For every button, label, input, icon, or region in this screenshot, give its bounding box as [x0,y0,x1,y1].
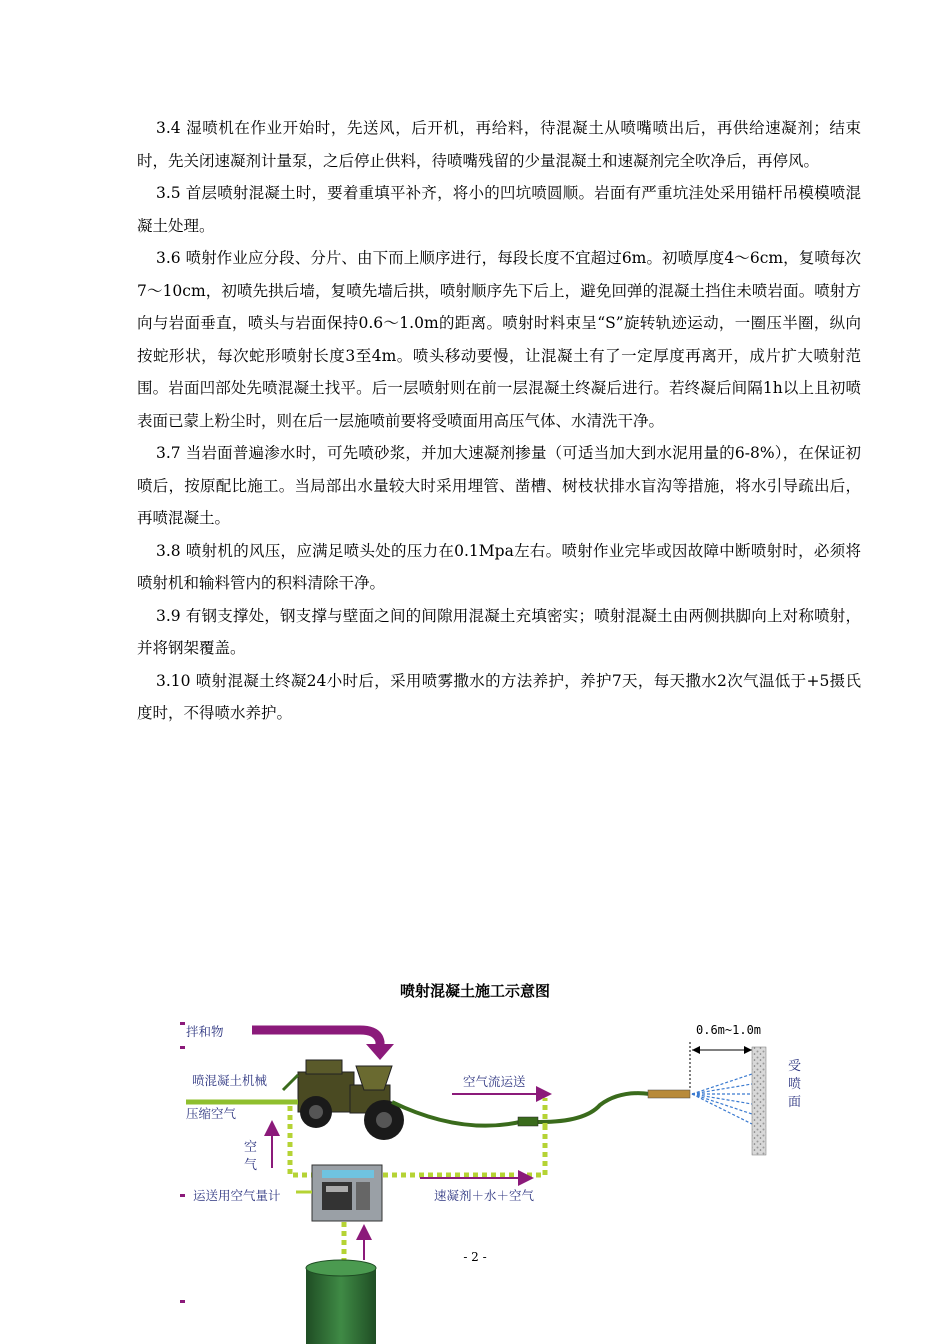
paragraph-3-9: 3.9 有钢支撑处，钢支撑与壁面之间的间隙用混凝土充填密实；喷射混凝土由两侧拱脚向上对称喷射，并将钢架覆盖。 [137,606,861,657]
label-air-top: 空 [244,1140,258,1155]
accelerator-tank [306,1260,376,1344]
bullet-mark [180,1194,185,1197]
label-mix: 拌和物 [186,1024,224,1039]
paragraph-3-6: 3.6 喷射作业应分段、分片、由下而上顺序进行，每段长度不宜超过6m。初喷厚度4～6cm，复喷每次7～10cm，初喷先拱后墙，复喷先墙后拱，喷射顺序先下后上，避免回弹的混凝土挡住未喷岩面。喷射方向与岩面垂直，喷头与岩面保持0.6～1.0m的距离。喷射时料束呈“S”旋转轨迹运动，一圈压半圈，纵向按蛇形状，每次蛇形喷射长度3至4m。喷头移动要慢，让混凝土有了一定厚度再离开，成片扩大喷射范围。岩面凹部处先喷混凝土找平。后一层喷射则在前一层混凝土终凝后进行。若终凝后间隔1h以上且初喷表面已蒙上粉尘时，则在后一层施喷前要将受喷面用高压气体、水清洗干净。 [137,249,861,430]
machine-pointer-line [283,1075,298,1090]
paragraph-3-8: 3.8 喷射机的风压，应满足喷头处的压力在0.1Mpa左右。喷射作业完毕或因故障中断喷射时，必须将喷射机和输料管内的积料清除干净。 [137,541,861,592]
paragraph-3-7: 3.7 当岩面普遍渗水时，可先喷砂浆，并加大速凝剂掺量（可适当加大到水泥用量的6-8%），在保证初喷后，按原配比施工。当局部出水量较大时采用埋管、凿槽、树枝状排水盲沟等措施，将水引导疏出后，再喷混凝土。 [137,444,861,527]
paragraph-3-10: 3.10 喷射混凝土终凝24小时后，采用喷雾撒水的方法养护，养护7天，每天撒水2次气温低于+5摄氏度时，不得喷水养护。 [137,671,861,722]
shotcrete-machine [298,1060,404,1140]
paragraph-3-5: 3.5 首层喷射混凝土时，要着重填平补齐，将小的凹坑喷圆顺。岩面有严重坑洼处采用锚杆吊模模喷混凝土处理。 [137,184,861,235]
label-air-flow: 空气流运送 [463,1074,526,1089]
mix-feed-arrow [252,1030,380,1046]
spray-nozzle [648,1090,690,1098]
sprayed-surface [752,1047,766,1155]
air-meter-cabinet [312,1165,382,1221]
label-machine: 喷混凝土机械 [192,1073,268,1088]
label-compressed-air: 压缩空气 [186,1106,237,1121]
spray-pattern [692,1074,752,1124]
label-air-bottom: 气 [244,1158,258,1173]
page-number: - 2 - [463,1250,487,1264]
bullet-mark [180,1022,185,1025]
label-air-meter: 运送用空气量计 [193,1188,281,1203]
paragraph-3-4: 3.4 湿喷机在作业开始时，先送风，后开机，再给料，待混凝土从喷嘴喷出后，再供给速凝剂；结束时，先关闭速凝剂计量泵，之后停止供料，待喷嘴残留的少量混凝土和速凝剂完全吹净后，再停风。 [137,119,861,170]
distance-arrowhead-right [744,1046,752,1054]
label-distance: 0.6m~1.0m [696,1023,762,1037]
label-sprayed-surface: 受喷面 [788,1059,802,1110]
bullet-mark [180,1046,185,1049]
mix-feed-arrowhead [366,1044,394,1060]
hose-coupling [518,1117,538,1126]
distance-arrowhead-left [692,1046,700,1054]
figure-title: 喷射混凝土施工示意图 [399,982,550,1000]
label-accelerator: 速凝剂＋水＋空气 [434,1188,535,1203]
bullet-mark [180,1300,185,1303]
